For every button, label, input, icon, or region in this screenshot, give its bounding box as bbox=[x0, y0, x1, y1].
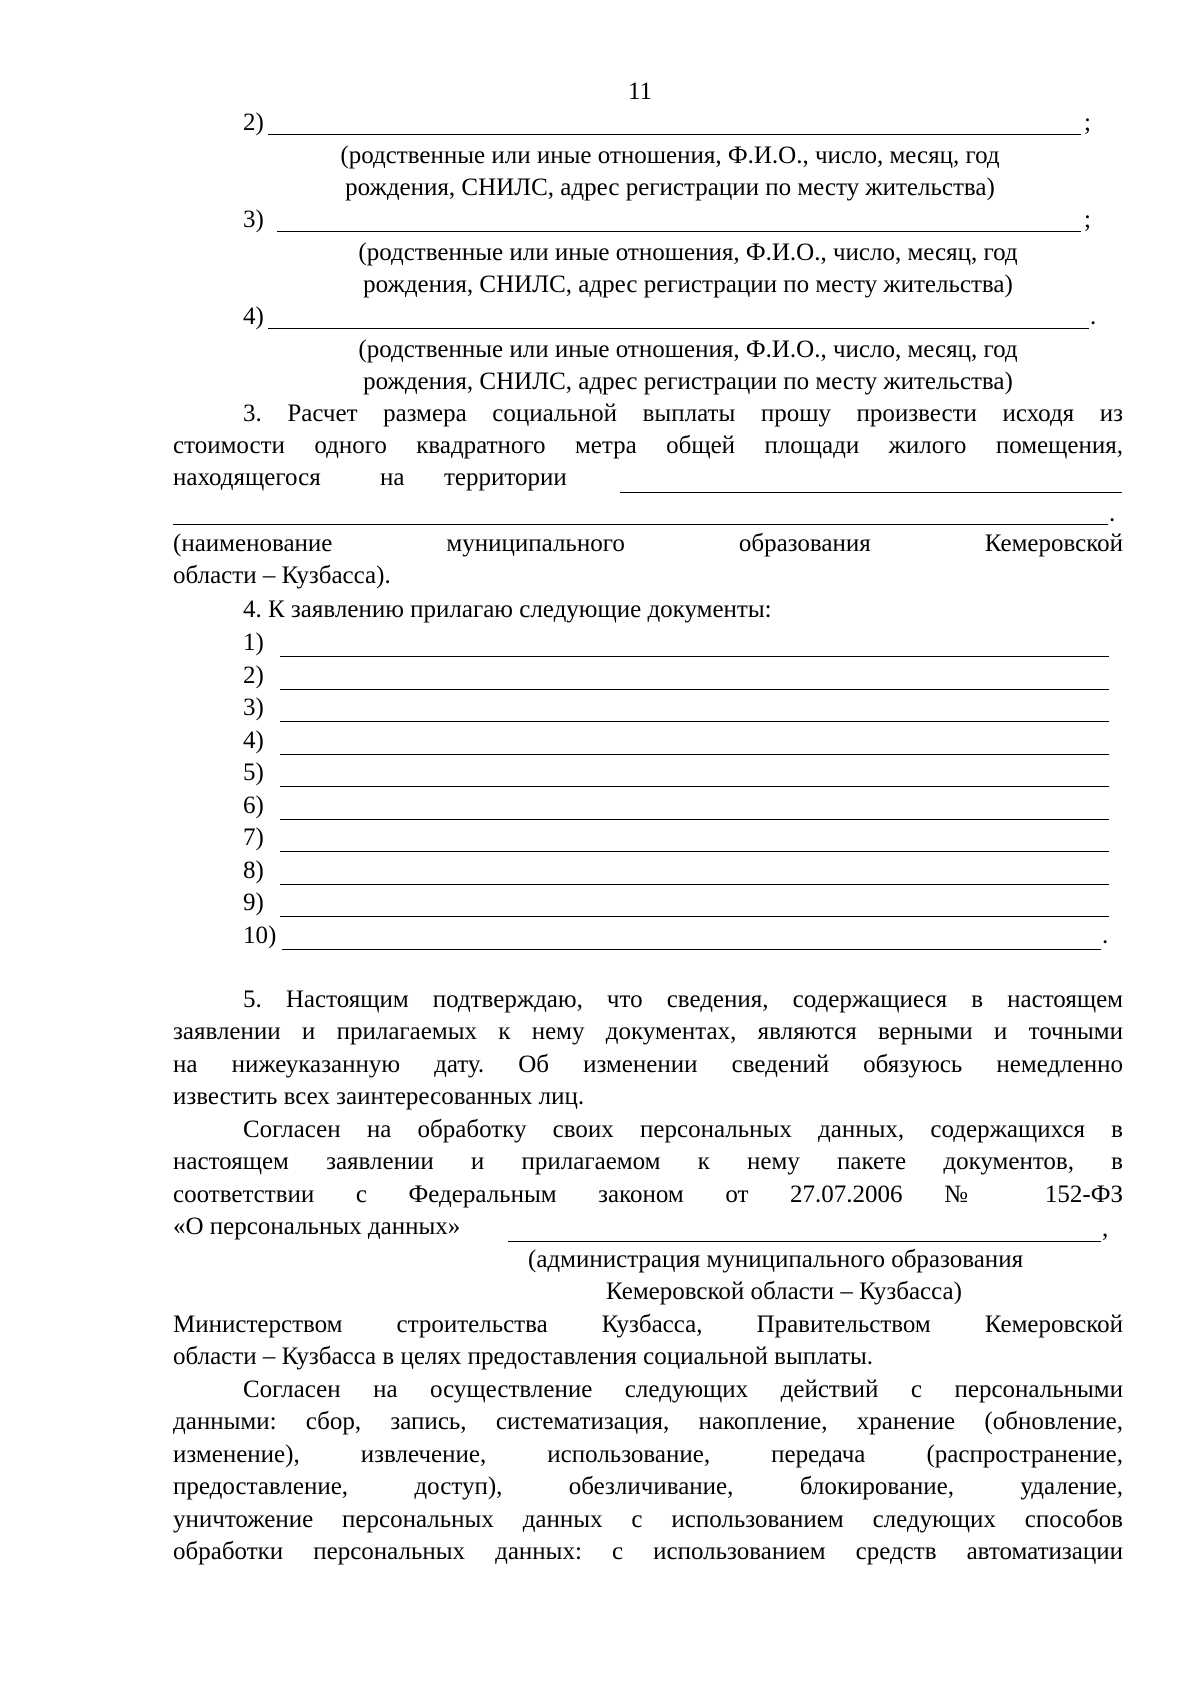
page-number: 11 bbox=[627, 78, 653, 105]
field-caption: (родственные или иные отношения, Ф.И.О., число, месяц, год bbox=[358, 336, 1018, 363]
document-item-number: 4) bbox=[243, 727, 264, 754]
administration-fill-line[interactable] bbox=[508, 1241, 1101, 1242]
consent-paragraph-line: «О персональных данных» bbox=[173, 1213, 461, 1240]
document-item-number: 6) bbox=[243, 792, 264, 819]
document-fill-line[interactable] bbox=[280, 851, 1109, 852]
section-4-heading: 4. К заявлению прилагаю следующие документы: bbox=[243, 596, 772, 623]
administration-caption: Кемеровской области – Кузбасса) bbox=[606, 1278, 962, 1305]
field-caption: рождения, СНИЛС, адрес регистрации по месту жительства) bbox=[345, 174, 995, 201]
municipality-caption: области – Кузбасса). bbox=[173, 562, 391, 589]
consent-paragraph-line: 5. Настоящим подтверждаю, что сведения, содержащиеся в настоящем bbox=[243, 986, 1123, 1013]
document-fill-line[interactable] bbox=[280, 819, 1109, 820]
document-fill-line[interactable] bbox=[280, 916, 1109, 917]
municipality-caption: (наименование муниципального образования Кемеровской bbox=[173, 530, 1123, 557]
field-caption: рождения, СНИЛС, адрес регистрации по месту жительства) bbox=[363, 368, 1013, 395]
document-item-number: 9) bbox=[243, 889, 264, 916]
section-3-line: 3. Расчет размера социальной выплаты прошу произвести исходя из bbox=[243, 400, 1123, 427]
relative-item-number: 3) bbox=[243, 206, 264, 233]
line-end-mark: . bbox=[1090, 303, 1097, 330]
line-end-mark: ; bbox=[1084, 109, 1091, 136]
line-end-mark: . bbox=[1109, 500, 1116, 527]
document-fill-line[interactable] bbox=[280, 786, 1109, 787]
consent-paragraph-line: известить всех заинтересованных лиц. bbox=[173, 1083, 585, 1110]
relative-item-number: 4) bbox=[243, 303, 264, 330]
document-item-number: 10) bbox=[243, 922, 277, 949]
section-3-line: стоимости одного квадратного метра общей площади жилого помещения, bbox=[173, 432, 1123, 459]
fill-in-line[interactable] bbox=[277, 231, 1081, 232]
field-caption: (родственные или иные отношения, Ф.И.О., число, месяц, год bbox=[358, 239, 1018, 266]
line-end-mark: ; bbox=[1084, 206, 1091, 233]
consent-paragraph-line: обработки персональных данных: с использованием средств автоматизации bbox=[173, 1538, 1123, 1565]
territory-fill-line[interactable] bbox=[620, 492, 1122, 493]
consent-paragraph-line: данными: сбор, запись, систематизация, накопление, хранение (обновление, bbox=[173, 1408, 1123, 1435]
consent-paragraph-line: изменение), извлечение, использование, передача (распространение, bbox=[173, 1441, 1123, 1468]
administration-caption: (администрация муниципального образования bbox=[528, 1246, 1024, 1273]
document-item-number: 2) bbox=[243, 662, 264, 689]
document-item-number: 3) bbox=[243, 694, 264, 721]
consent-paragraph-line: области – Кузбасса в целях предоставления социальной выплаты. bbox=[173, 1343, 874, 1370]
document-fill-line[interactable] bbox=[280, 884, 1109, 885]
line-end-mark: , bbox=[1102, 1215, 1109, 1242]
document-fill-line[interactable] bbox=[280, 656, 1109, 657]
section-3-word: находящегося bbox=[173, 464, 321, 491]
consent-paragraph-line: Согласен на осуществление следующих действий с персональными bbox=[243, 1376, 1123, 1403]
document-fill-line[interactable] bbox=[280, 721, 1109, 722]
consent-paragraph-line: настоящем заявлении и прилагаемом к нему пакете документов, в bbox=[173, 1148, 1123, 1175]
section-3-word: на bbox=[380, 464, 405, 491]
document-item-number: 7) bbox=[243, 824, 264, 851]
consent-paragraph-line: предоставление, доступ), обезличивание, блокирование, удаление, bbox=[173, 1473, 1123, 1500]
document-fill-line[interactable] bbox=[282, 949, 1101, 950]
relative-item-number: 2) bbox=[243, 109, 264, 136]
document-item-number: 1) bbox=[243, 629, 264, 656]
document-fill-line[interactable] bbox=[280, 689, 1109, 690]
document-fill-line[interactable] bbox=[280, 754, 1109, 755]
territory-fill-line[interactable] bbox=[173, 524, 1108, 525]
fill-in-line[interactable] bbox=[268, 134, 1081, 135]
fill-in-line[interactable] bbox=[268, 328, 1089, 329]
document-item-number: 5) bbox=[243, 759, 264, 786]
consent-paragraph-line: Министерством строительства Кузбасса, Правительством Кемеровской bbox=[173, 1311, 1123, 1338]
field-caption: рождения, СНИЛС, адрес регистрации по месту жительства) bbox=[363, 271, 1013, 298]
consent-paragraph-line: уничтожение персональных данных с использованием следующих способов bbox=[173, 1506, 1123, 1533]
line-end-mark: . bbox=[1102, 922, 1109, 949]
consent-paragraph-line: заявлении и прилагаемых к нему документах, являются верными и точными bbox=[173, 1018, 1123, 1045]
consent-paragraph-line: соответствии с Федеральным законом от 27.07.2006 № 152-ФЗ bbox=[173, 1181, 1123, 1208]
consent-paragraph-line: Согласен на обработку своих персональных данных, содержащихся в bbox=[243, 1116, 1123, 1143]
section-3-word: территории bbox=[444, 464, 567, 491]
field-caption: (родственные или иные отношения, Ф.И.О., число, месяц, год bbox=[340, 142, 1000, 169]
document-item-number: 8) bbox=[243, 857, 264, 884]
consent-paragraph-line: на нижеуказанную дату. Об изменении сведений обязуюсь немедленно bbox=[173, 1051, 1123, 1078]
